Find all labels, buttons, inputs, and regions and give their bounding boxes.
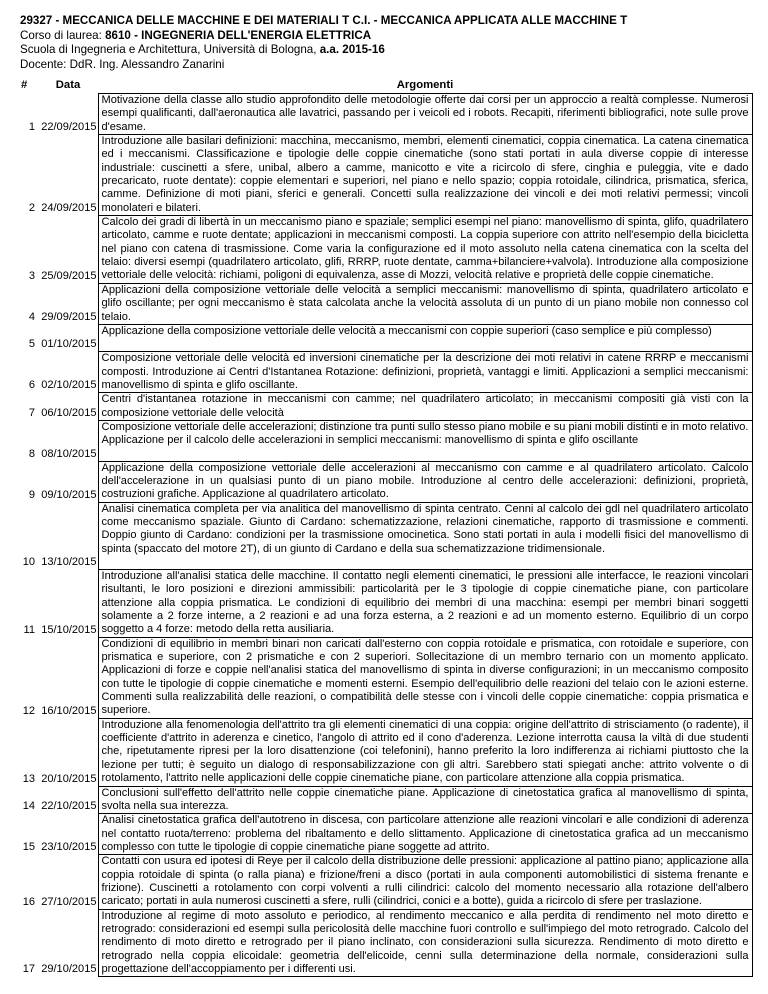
column-header-date: Data	[55, 79, 81, 92]
academic-year: a.a. 2015-16	[319, 43, 385, 56]
table-row	[18, 283, 752, 324]
table-row	[18, 352, 752, 393]
lesson-number: 13	[22, 772, 35, 785]
lesson-topics: Introduzione all'analisi statica delle macchine. Il contatto negli elementi cinematici, le pressioni alle interfacce, le reazioni vincolari risultanti, le loro posizioni e direzioni ammissibili: particolarità per le 3 tipologie di coppie cinematiche piane, con particolare attenzione alla coppia prismatica. Le condizioni di equilibrio dei membri di una macchina: esempi per membri binari soggetti solamente a 2 forze interne, a 2 reazioni e ad una forza esterna, a 2 reazioni e ad un momento esterno. Equilibrio di un corpo soggetto a 4 forze: metodo della retta ausiliaria.	[98, 570, 752, 638]
lesson-number: 16	[22, 895, 35, 908]
table-row	[18, 570, 752, 638]
lesson-topics: Introduzione alla fenomenologia dell'attrito tra gli elementi cinematici di una coppia: origine dell'attrito di strisciamento (o radente), il coefficiente d'attrito in aderenza e cinetico, l'angolo di attrito ed il cono d'aderenza. Lezione interrotta causa la viltà di due studenti che, ripetutamente ripresi per la loro disattenzione (coi telefonini), hanno preferito la loro indifferenza ai richiami piuttosto che la lezione per tutti; è seguito un dialogo di responsabilizzazione con gli altri. Sarebbero stati spiegati anche: attrito volvente o di rotolamento, l'attrito nelle applicazioni delle coppie cinematiche piane, con particolare attenzione alla coppia prismatica.	[98, 718, 752, 786]
lesson-number: 12	[22, 704, 35, 717]
lesson-number: 5	[28, 338, 35, 351]
table-row	[18, 461, 752, 502]
lesson-number: 11	[23, 623, 35, 636]
lesson-number: 8	[28, 447, 35, 460]
lesson-date: 15/10/2015	[38, 570, 98, 638]
lesson-date: 22/10/2015	[38, 786, 98, 814]
table-row	[18, 786, 752, 814]
lesson-number: 3	[28, 269, 35, 282]
degree-value: 8610 - INGEGNERIA DELL'ENERGIA ELETTRICA	[105, 28, 372, 42]
lesson-date: 29/10/2015	[38, 909, 98, 977]
lesson-date: 06/10/2015	[38, 393, 98, 421]
table-row	[18, 502, 752, 569]
table-row	[18, 637, 752, 718]
table-row	[18, 855, 752, 909]
lesson-number: 4	[28, 311, 35, 323]
document-header	[20, 14, 760, 72]
lesson-number: 14	[22, 800, 35, 813]
lesson-topics: Applicazione della composizione vettoriale delle velocità a meccanismi con coppie superiori (caso semplice e più complesso)	[98, 324, 752, 351]
column-header-number: #	[21, 79, 28, 92]
lesson-date: 25/09/2015	[38, 216, 98, 284]
school-name: Scuola di Ingegneria e Architettura, Università di Bologna,	[20, 43, 317, 56]
table-row	[18, 135, 752, 216]
lesson-date: 27/10/2015	[38, 855, 98, 909]
lesson-topics: Calcolo dei gradi di libertà in un meccanismo piano e spaziale; semplici esempi nel piano: manovellismo di spinta, glifo, quadrilatero articolato, camme e ruote dentate; applicazioni in meccanismi composti. La coppia superiore con attrito nell'esempio della bicicletta nel piano con catena di trasmissione. Come varia la configurazione ed il moto assoluto nella catena cinematica con la scelta del telaio: diversi esempi (quadrilatero articolato, glifi, RRRP, ruote dentate, camma+bilanciere+valvola). Introduzione alla composizione vettoriale delle velocità: richiami, poligoni di equivalenza, asse di Mozzi, velocità relative e proprietà delle coppie cinematiche.	[98, 216, 752, 284]
lesson-date: 01/10/2015	[38, 324, 98, 351]
degree-label: Corso di laurea:	[20, 28, 102, 42]
table-row	[18, 393, 752, 421]
table-row	[18, 94, 752, 135]
lesson-number: 1	[28, 121, 35, 134]
lesson-date: 24/09/2015	[38, 135, 98, 216]
lesson-topics: Motivazione della classe allo studio approfondito delle metodologie offerte dai corsi per un approccio a realtà complesse. Numerosi esempi qualificanti, dall'aeronautica alle lavatrici, passando per i veicoli ed i robots. Recapiti, riferimenti bibliografici, note sulle prove d'esame.	[98, 94, 752, 135]
lesson-date: 16/10/2015	[38, 637, 98, 718]
degree-line	[20, 29, 760, 44]
lesson-topics: Contatti con usura ed ipotesi di Reye per il calcolo della distribuzione delle pressioni: applicazione al pattino piano; applicazione alla coppia rotoidale di spinta (o ralla piana) e frizione/freni a disco (portati in aula componenti automobilistici di sistema frenante e frizione). Cuscinetti a rotolamento con corpi volventi a rulli cilindrici: calcolo del momento necessario alla rotazione dell'albero caricato; portati in aula numerosi cuscinetti a sfere, rulli (cilindrici, conici e a botte), guida a ricircolo di sfere per traslazione.	[98, 855, 752, 909]
lesson-date: 02/10/2015	[38, 352, 98, 393]
lesson-number: 10	[22, 556, 35, 569]
table-row	[18, 216, 752, 284]
lesson-date: 08/10/2015	[38, 420, 98, 461]
lesson-date: 20/10/2015	[38, 718, 98, 786]
lesson-topics: Conclusioni sull'effetto dell'attrito nelle coppie cinematiche piane. Applicazione di cinetostatica grafica al manovellismo di spinta, svolta nella sua interezza.	[98, 786, 752, 814]
lessons-table	[18, 78, 753, 977]
lesson-number: 15	[22, 841, 35, 854]
column-header-topics: Argomenti	[98, 78, 752, 94]
lesson-number: 6	[28, 379, 35, 392]
teacher-line: Docente: DdR. Ing. Alessandro Zanarini	[20, 57, 225, 71]
lesson-date: 29/09/2015	[38, 283, 98, 324]
lesson-number: 17	[22, 963, 35, 976]
lesson-date: 22/09/2015	[38, 94, 98, 135]
lesson-topics: Centri d'istantanea rotazione in meccanismi con camme; nel quadrilatero articolato; in meccanismi compositi già visti con la composizione vettoriale delle velocità	[98, 393, 752, 421]
lesson-number: 7	[28, 407, 35, 420]
course-title: 29327 - MECCANICA DELLE MACCHINE E DEI MATERIALI T C.I. - MECCANICA APPLICATA ALLE MACCHINE T	[20, 14, 628, 27]
lesson-date: 09/10/2015	[38, 461, 98, 502]
table-row	[18, 909, 752, 977]
lesson-topics: Condizioni di equilibrio in membri binari non caricati dall'esterno con coppia rotoidale e prismatica, con rotoidale e superiore, con prismatica e superiore, con 2 prismatiche e con 2 superiori. Sollecitazione di un membro ternario con un momento applicato. Applicazioni di forze e coppie nell'analisi statica del manovellismo di spinta in diverse configurazioni; in un meccanismo composito con tutte le tipologie di coppie cinematiche e momenti esterni. Esempio dell'equilibrio delle reazioni del telaio con le azioni esterne. Commenti sulla realizzabilità delle reazioni, o compatibilità delle stesse con i vincoli delle coppie cinematiche: coppia prismatica e superiore.	[98, 637, 752, 718]
lesson-number: 2	[28, 202, 35, 215]
lesson-date: 23/10/2015	[38, 814, 98, 855]
lesson-topics: Composizione vettoriale delle accelerazioni; distinzione tra punti sullo stesso piano mobile e su piani mobili distinti e in moto relativo. Applicazione per il calcolo delle accelerazioni in semplici meccanismi: manovellismo di spinta e glifo oscillante	[98, 420, 752, 461]
table-header-row	[18, 78, 752, 94]
table-row	[18, 324, 752, 351]
lesson-topics: Applicazione della composizione vettoriale delle accelerazioni al meccanismo con camme e al quadrilatero articolato. Calcolo dell'accelerazione in un qualsiasi punto di un piano mobile. Introduzione al centro delle accelerazioni: definizioni, proprietà, costruzioni grafiche. Applicazione al quadrilatero articolato.	[98, 461, 752, 502]
lesson-topics: Analisi cinetostatica grafica dell'autotreno in discesa, con particolare attenzione alle reazioni vincolari e alle condizioni di aderenza nel contatto ruota/terreno: problema del ribaltamento e dello slittamento. Applicazione di cinetostatica grafica ad un meccanismo complesso con tutte le tipologie di coppie cinematiche piane soggette ad attrito.	[98, 814, 752, 855]
table-row	[18, 420, 752, 461]
lesson-date: 13/10/2015	[38, 502, 98, 569]
lesson-number: 9	[28, 488, 35, 501]
lesson-topics: Analisi cinematica completa per via analitica del manovellismo di spinta centrato. Cenni al calcolo dei gdl nel quadrilatero articolato come meccanismo spaziale. Giunto di Cardano: schematizzazione, relazioni cinematiche, rapporto di trasmissione e commenti. Doppio giunto di Cardano: condizioni per la trasmissione omocinetica. Sono stati portati in aula i modelli fisici del manovellismo di spinta (spaccato del motore 2T), di un giunto di Cardano e della sua schematizzazione tridimensionale.	[98, 502, 752, 569]
table-row	[18, 814, 752, 855]
lesson-topics: Introduzione alle basilari definizioni: macchina, meccanismo, membri, elementi cinematici, coppia cinematica. La catena cinematica ed i meccanismi. Classificazione e tipologie delle coppie cinematiche (sono stati portati in aula diverse coppie di interesse industriale: cuscinetti a sfere, unibal, albero a camme, manicotto e vite a ricircolo di sfere, cinghia e puleggia, vite e dado precaricato, ruote dentate): coppie elementari e superiori, nel piano e nello spazio; coppia rotoidale, cilindrica, prismatica, sferica, camme. Definizione di moti piani, sferici e generali. Concetti sulla realizzazione dei vincoli e dei moti relativi permessi; vincoli monolateri e bilateri.	[98, 135, 752, 216]
lesson-topics: Composizione vettoriale delle velocità ed inversioni cinematiche per la descrizione dei moti relativi in catene RRRP e meccanismi composti. Introduzione ai Centri d'Istantanea Rotazione: definizioni, proprietà, vantaggi e limiti. Applicazioni a semplici meccanismi: manovellismo di spinta e glifo oscillante.	[98, 352, 752, 393]
lesson-topics: Introduzione al regime di moto assoluto e periodico, al rendimento meccanico e alla perdita di rendimento nel moto diretto e retrogrado: considerazioni ed esempi sulla pericolosità delle macchine fuori controllo e sull'impiego del moto retrogrado. Calcolo del rendimento di moto diretto e retrogrado per il piano inclinato, con considerazioni sulla sicurezza. Rendimento di moto diretto e retrogrado nella coppia elicoidale: geometria dell'elicoide, cenni sulla determinazione della normale, considerazioni sulla progettazione dell'accoppiamento per i differenti usi.	[98, 909, 752, 977]
table-row	[18, 718, 752, 786]
lesson-topics: Applicazioni della composizione vettoriale delle velocità a semplici meccanismi: manovellismo di spinta, quadrilatero articolato e glifo oscillante; per ogni meccanismo è stata calcolata anche la velocità assoluta di un punto di un piano mobile non connesso col telaio.	[98, 283, 752, 324]
school-line	[20, 43, 760, 58]
